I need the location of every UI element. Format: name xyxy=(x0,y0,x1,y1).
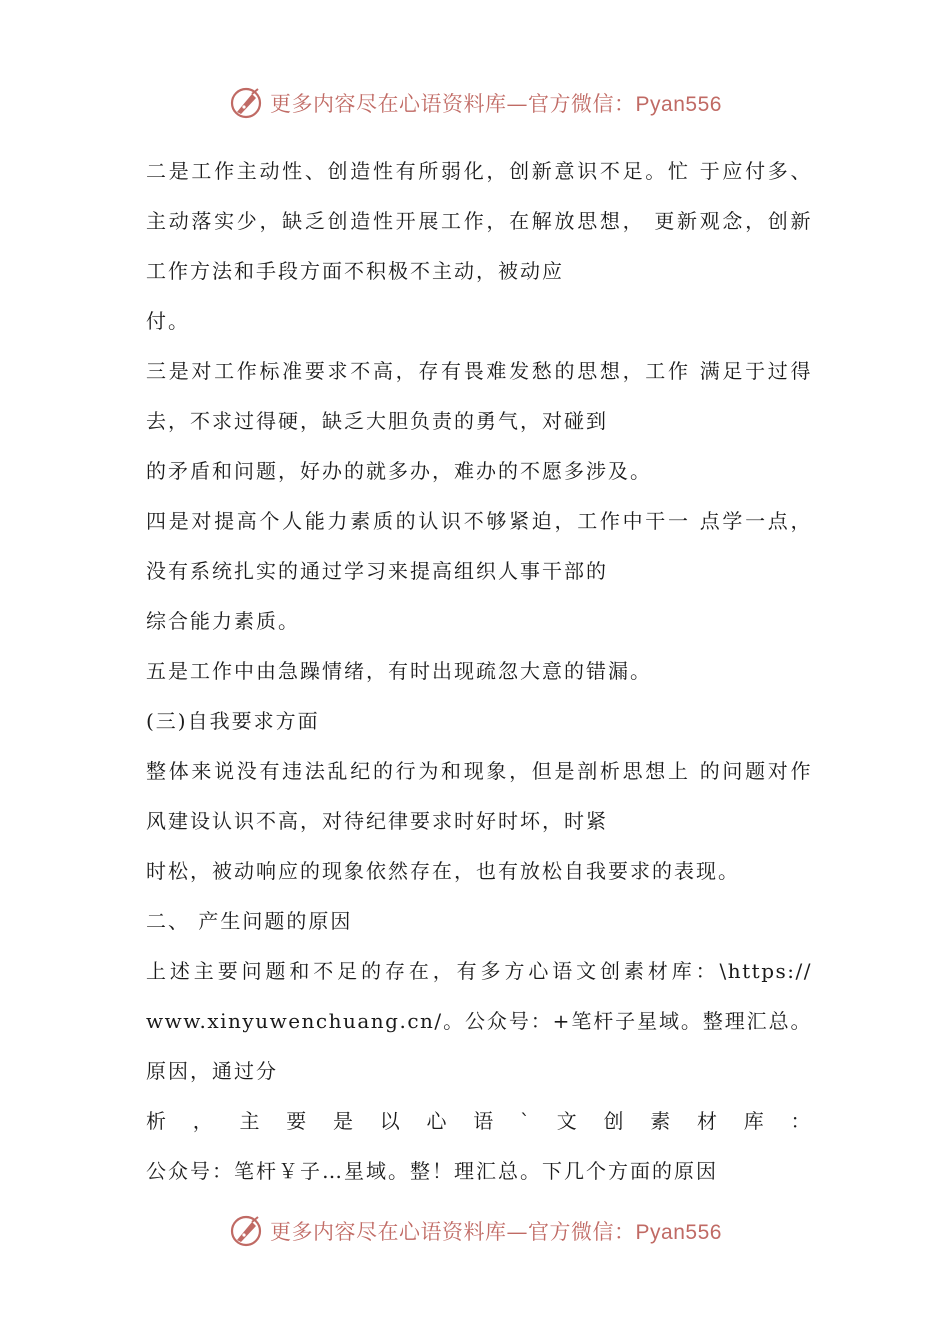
document-body xyxy=(146,150,812,1200)
text-line: 三是对工作标准要求不高，存有畏难发愁的思想，工作 满足于过得 xyxy=(146,359,812,383)
text-line: 综合能力素质。 xyxy=(146,609,300,633)
banner-text: 更多内容尽在心语资料库—官方微信：Pyan556 xyxy=(270,92,722,116)
text-line: 没有系统扎实的通过学习来提高组织人事干部的 xyxy=(146,559,608,583)
text-line: (三)自我要求方面 xyxy=(146,709,320,733)
text-line: 主动落实少，缺乏创造性开展工作，在解放思想， 更新观念，创新 xyxy=(146,209,812,233)
pen-nib-seal-icon xyxy=(228,85,264,121)
text-line: 风建设认识不高，对待纪律要求时好时坏，时紧 xyxy=(146,809,608,833)
text-line: 上述主要问题和不足的存在，有多方心语文创素材库：\https:// xyxy=(146,959,812,983)
text-line: www.xinyuwenchuang.cn/。公众号：+笔杆子星域。整理汇总。 xyxy=(146,1009,812,1033)
pen-nib-seal-icon xyxy=(228,1213,264,1249)
text-line: 五是工作中由急躁情绪，有时出现疏忽大意的错漏。 xyxy=(146,659,652,683)
text-line: 析，主要是以心语`文创素材库： xyxy=(146,1109,812,1133)
text-line: 去，不求过得硬，缺乏大胆负责的勇气，对碰到 xyxy=(146,409,608,433)
header-watermark-banner xyxy=(0,81,950,125)
text-line: 的矛盾和问题，好办的就多办，难办的不愿多涉及。 xyxy=(146,459,652,483)
footer-watermark-banner xyxy=(0,1209,950,1253)
text-line: 付。 xyxy=(146,309,190,333)
text-line: 四是对提高个人能力素质的认识不够紧迫，工作中干一 点学一点， xyxy=(146,509,812,533)
text-line: 二是工作主动性、创造性有所弱化，创新意识不足。忙 于应付多、 xyxy=(146,159,812,183)
text-line: 原因，通过分 xyxy=(146,1059,278,1083)
text-line: 二、 产生问题的原因 xyxy=(146,909,353,933)
text-line: 工作方法和手段方面不积极不主动，被动应 xyxy=(146,259,564,283)
banner-text: 更多内容尽在心语资料库—官方微信：Pyan556 xyxy=(270,1220,722,1244)
text-line: 时松，被动响应的现象依然存在，也有放松自我要求的表现。 xyxy=(146,859,740,883)
text-line: 整体来说没有违法乱纪的行为和现象，但是剖析思想上 的问题对作 xyxy=(146,759,812,783)
text-line: 公众号：笔杆￥子…星域。整！理汇总。下几个方面的原因 xyxy=(146,1159,718,1183)
